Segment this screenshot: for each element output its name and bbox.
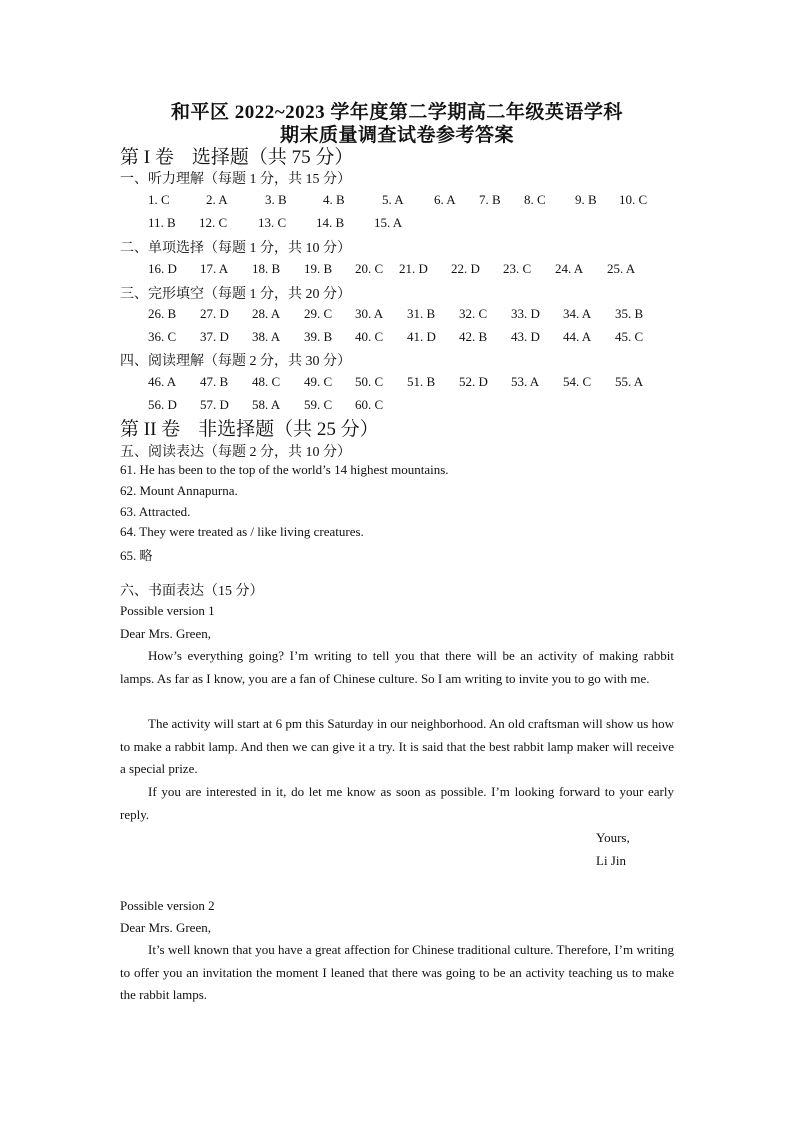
part1-heading bbox=[120, 142, 353, 169]
answer-item: 48. C bbox=[252, 374, 281, 389]
short-answer-65: 65. 略 bbox=[120, 548, 153, 563]
answer-item: 17. A bbox=[200, 261, 229, 276]
answer-item: 38. A bbox=[252, 329, 281, 344]
answer-item: 43. D bbox=[511, 329, 540, 344]
version2-paragraph: It’s well known that you have a great affection for Chinese traditional culture. Therefore, I’m writing to offer you an invitation the moment I leaned that there was going to be an activity teaching us to make the rabbit lamps. bbox=[120, 942, 674, 1002]
answer-item: 24. A bbox=[555, 261, 584, 276]
answer-item: 4. B bbox=[323, 192, 345, 207]
answer-item: 15. A bbox=[374, 215, 403, 230]
answer-item: 39. B bbox=[304, 329, 333, 344]
answer-item: 23. C bbox=[503, 261, 532, 276]
answer-item: 37. D bbox=[200, 329, 229, 344]
answer-item: 58. A bbox=[252, 397, 281, 412]
answer-item: 42. B bbox=[459, 329, 488, 344]
answer-item: 40. C bbox=[355, 329, 384, 344]
answer-item: 60. C bbox=[355, 397, 384, 412]
answer-item: 21. D bbox=[399, 261, 428, 276]
answer-item: 54. C bbox=[563, 374, 592, 389]
answer-item: 14. B bbox=[316, 215, 345, 230]
answer-item: 11. B bbox=[148, 215, 176, 230]
answer-item: 29. C bbox=[304, 306, 333, 321]
answer-item: 53. A bbox=[511, 374, 540, 389]
version1-paragraph: The activity will start at 6 pm this Saturday in our neighborhood. An old craftsman will show us how to make a rabbit lamp. And then we can give it a try. It is said that the best rabbit lamp maker will receive a special prize. bbox=[120, 716, 674, 776]
section-single-choice-heading: 二、单项选择（每题 1 分，共 10 分） bbox=[120, 241, 351, 256]
answer-item: 34. A bbox=[563, 306, 592, 321]
version1-greeting: Dear Mrs. Green, bbox=[120, 626, 211, 641]
answer-item: 27. D bbox=[200, 306, 229, 321]
answer-item: 2. A bbox=[206, 192, 228, 207]
answer-item: 51. B bbox=[407, 374, 436, 389]
answer-item: 8. C bbox=[524, 192, 546, 207]
version1-paragraph: If you are interested in it, do let me know as soon as possible. I’m looking forward to your early reply. bbox=[120, 784, 674, 822]
answer-item: 49. C bbox=[304, 374, 333, 389]
answer-item: 31. B bbox=[407, 306, 436, 321]
version2-label: Possible version 2 bbox=[120, 898, 215, 913]
version2-greeting: Dear Mrs. Green, bbox=[120, 920, 211, 935]
part2-heading bbox=[120, 414, 379, 441]
answer-item: 56. D bbox=[148, 397, 177, 412]
answer-item: 36. C bbox=[148, 329, 177, 344]
answer-item: 50. C bbox=[355, 374, 384, 389]
part1-subtitle: 选择题（共 75 分） bbox=[191, 147, 354, 168]
answer-item: 46. A bbox=[148, 374, 177, 389]
answer-item: 9. B bbox=[575, 192, 597, 207]
section-cloze-heading: 三、完形填空（每题 1 分，共 20 分） bbox=[120, 287, 351, 302]
answer-item: 26. B bbox=[148, 306, 177, 321]
section-writing-heading: 六、书面表达（15 分） bbox=[120, 584, 264, 599]
answer-item: 47. B bbox=[200, 374, 229, 389]
answer-item: 44. A bbox=[563, 329, 592, 344]
answer-item: 20. C bbox=[355, 261, 384, 276]
answer-item: 32. C bbox=[459, 306, 488, 321]
section-listening-heading: 一、听力理解（每题 1 分，共 15 分） bbox=[120, 172, 351, 187]
document-title-line2: 期末质量调查试卷参考答案 bbox=[279, 125, 514, 146]
answer-item: 12. C bbox=[199, 215, 228, 230]
answer-item: 55. A bbox=[615, 374, 644, 389]
answer-item: 35. B bbox=[615, 306, 644, 321]
answer-item: 3. B bbox=[265, 192, 287, 207]
answer-item: 7. B bbox=[479, 192, 501, 207]
answer-item: 10. C bbox=[619, 192, 648, 207]
short-answer-62: 62. Mount Annapurna. bbox=[120, 483, 238, 498]
answer-item: 57. D bbox=[200, 397, 229, 412]
short-answer-63: 63. Attracted. bbox=[120, 504, 191, 519]
part1-label: 第 I 卷 bbox=[120, 147, 174, 168]
answer-item: 59. C bbox=[304, 397, 333, 412]
answer-item: 19. B bbox=[304, 261, 333, 276]
version1-label: Possible version 1 bbox=[120, 603, 215, 618]
answer-item: 25. A bbox=[607, 261, 636, 276]
version1-signature: Li Jin bbox=[596, 853, 626, 868]
answer-item: 18. B bbox=[252, 261, 281, 276]
answer-item: 30. A bbox=[355, 306, 384, 321]
answer-item: 5. A bbox=[382, 192, 404, 207]
section-reading-expression-heading: 五、阅读表达（每题 2 分，共 10 分） bbox=[120, 445, 351, 460]
version1-closing: Yours, bbox=[596, 830, 630, 845]
document-title-line1: 和平区 2022~2023 学年度第二学期高二年级英语学科 bbox=[171, 102, 623, 123]
part2-subtitle: 非选择题（共 25 分） bbox=[198, 419, 379, 440]
answer-item: 45. C bbox=[615, 329, 644, 344]
answer-item: 13. C bbox=[258, 215, 287, 230]
answer-item: 16. D bbox=[148, 261, 177, 276]
short-answer-64: 64. They were treated as / like living creatures. bbox=[120, 524, 364, 539]
part2-label: 第 II 卷 bbox=[120, 419, 181, 440]
short-answer-61: 61. He has been to the top of the world’s 14 highest mountains. bbox=[120, 462, 449, 477]
answer-item: 22. D bbox=[451, 261, 480, 276]
version1-paragraph: How’s everything going? I’m writing to tell you that there will be an activity of making rabbit lamps. As far as I know, you are a fan of Chinese culture. So I am writing to invite you to go with me. bbox=[120, 648, 674, 686]
section-reading-heading: 四、阅读理解（每题 2 分，共 30 分） bbox=[120, 354, 351, 369]
answer-item: 33. D bbox=[511, 306, 540, 321]
answer-item: 41. D bbox=[407, 329, 436, 344]
answer-item: 52. D bbox=[459, 374, 488, 389]
answer-item: 1. C bbox=[148, 192, 170, 207]
answer-item: 6. A bbox=[434, 192, 456, 207]
answer-item: 28. A bbox=[252, 306, 281, 321]
